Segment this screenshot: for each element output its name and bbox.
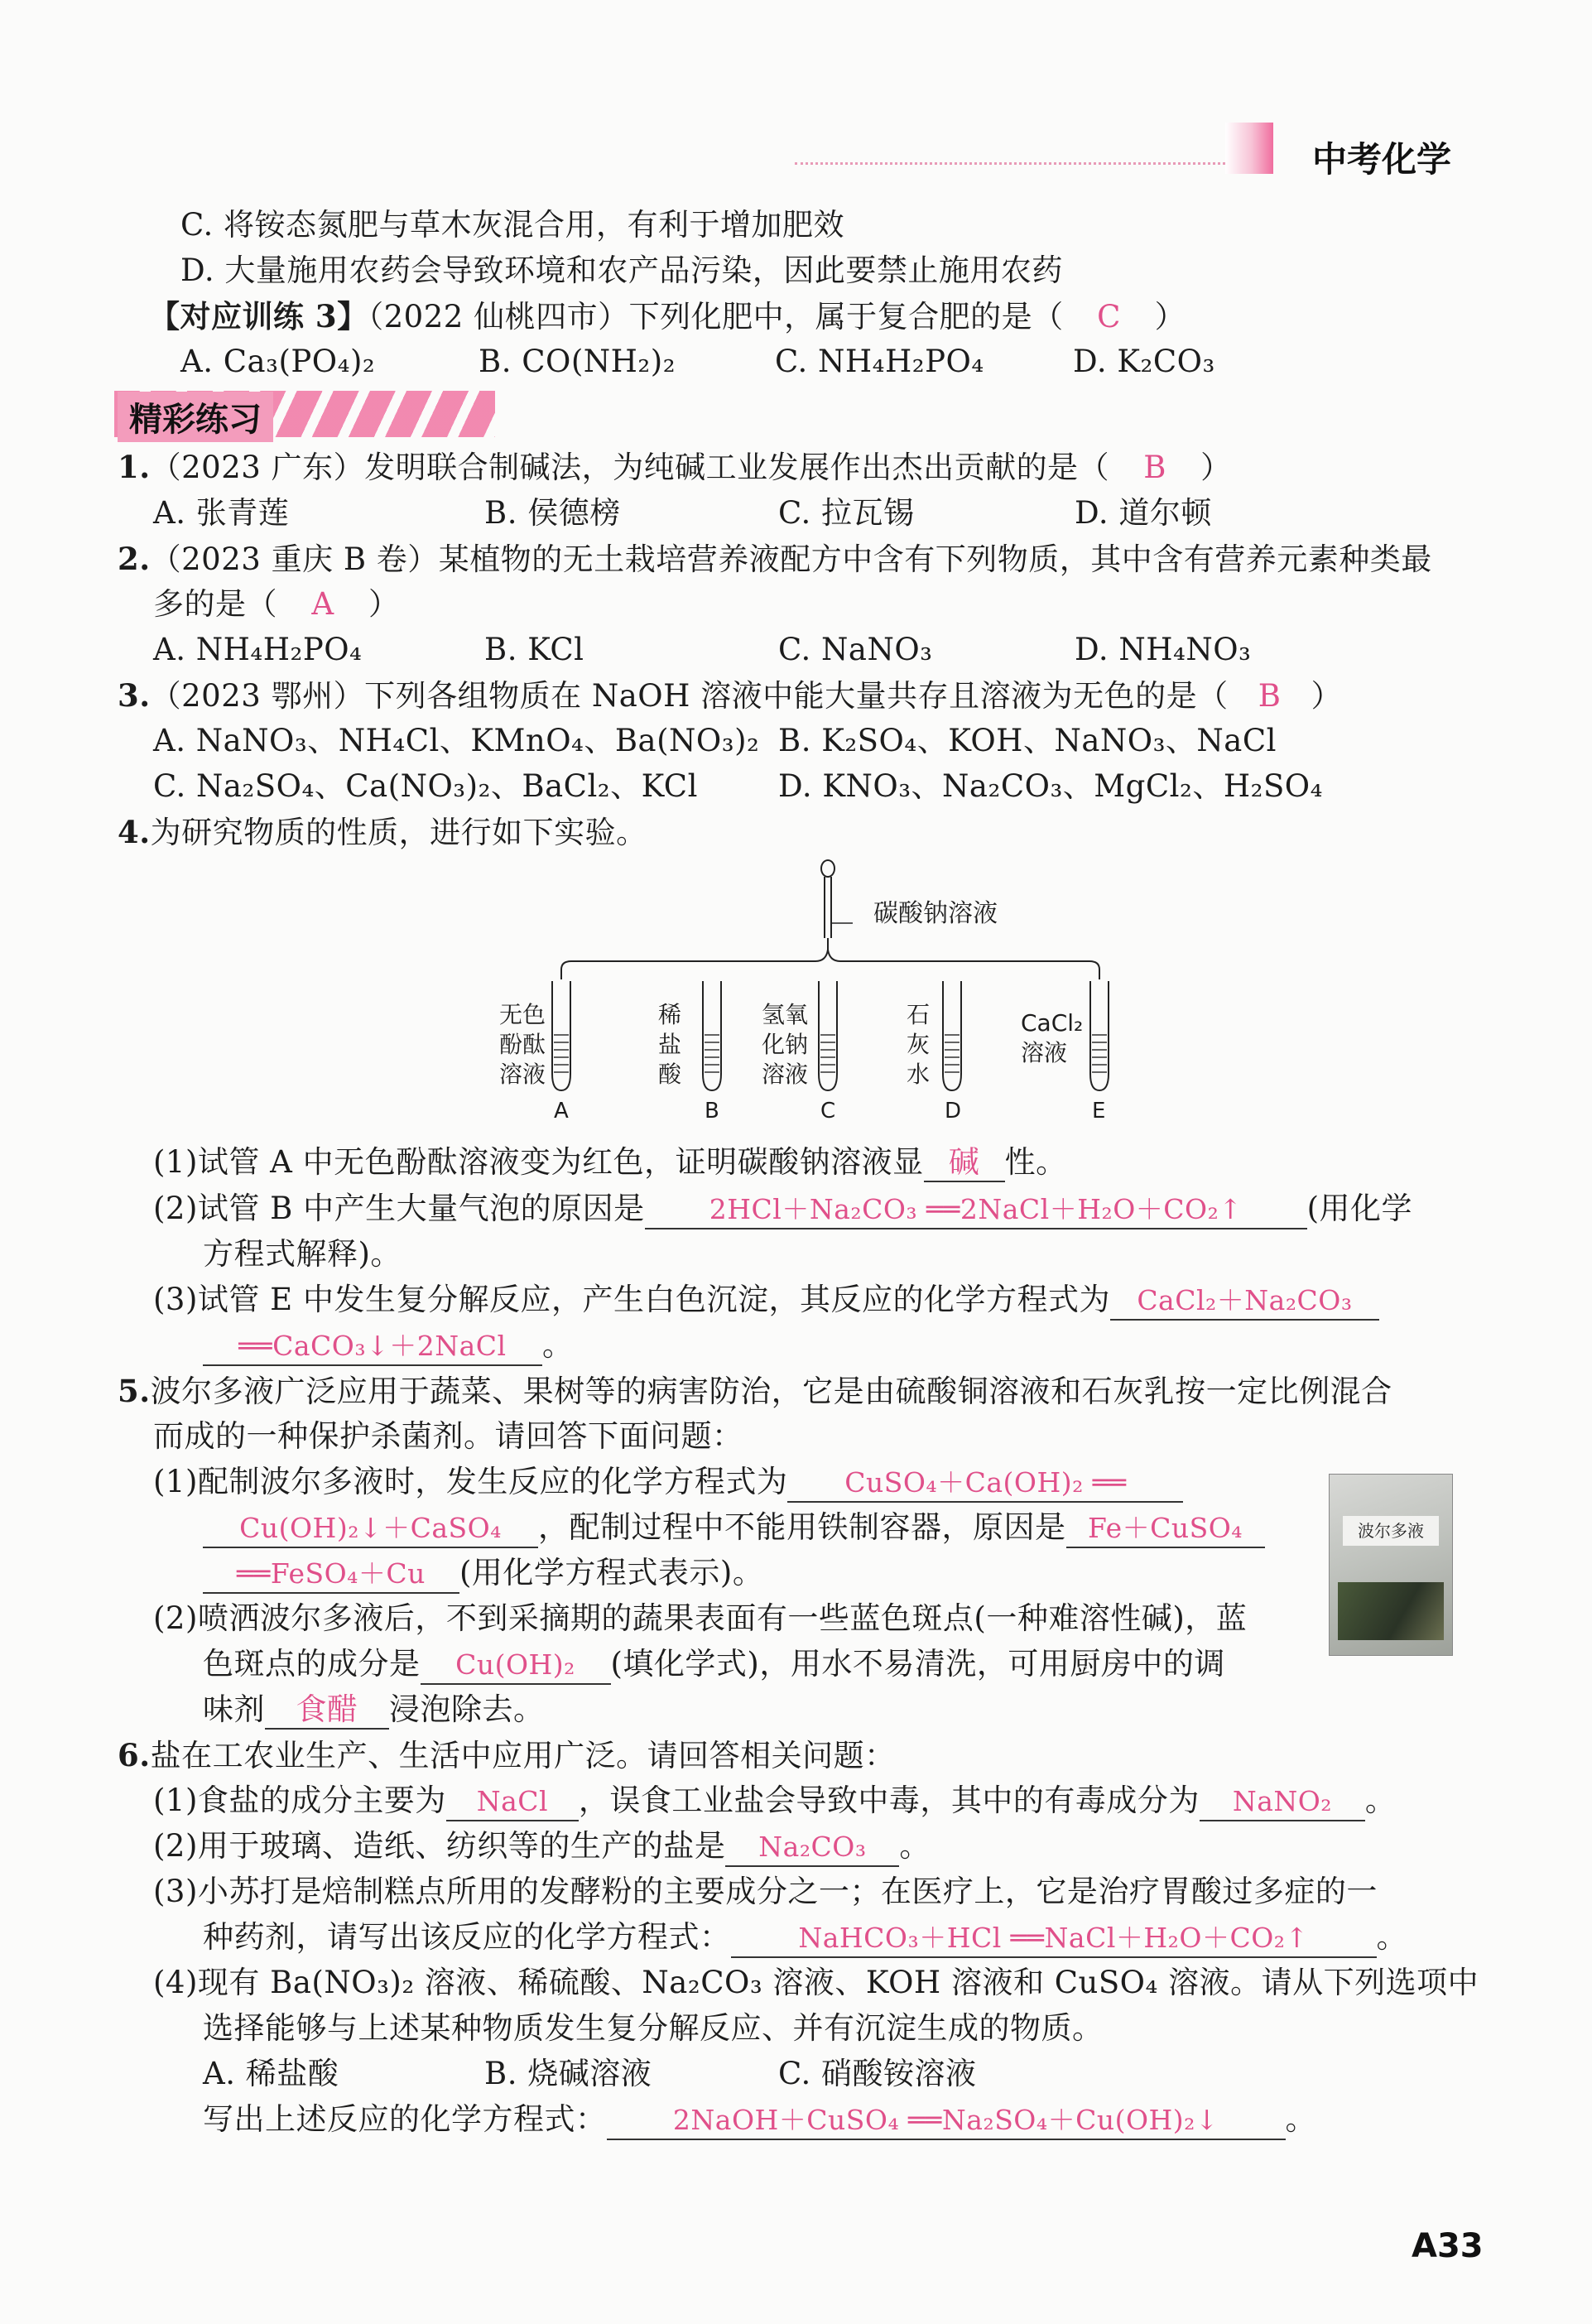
test-tube [819,981,837,1090]
option: C. Na₂SO₄、Ca(NO₃)₂、BaCl₂、KCl [153,768,698,804]
question-3 [118,676,1342,716]
tube-label: CaCl₂ [1021,1009,1084,1037]
section-title: 精彩练习 [118,392,273,442]
option: D. NH₄NO₃ [1075,632,1252,667]
q4-p2-tail: (用化学 [1306,1191,1413,1226]
q6-p3-text: 种药剂，请写出该反应的化学方程式： [203,1919,731,1955]
test-tube [703,981,721,1090]
training3-answer: C [1097,299,1121,334]
training3-close: ） [1154,299,1186,334]
question-2 [118,539,1432,580]
q4-part-3 [153,1280,1379,1321]
question-close: ） [368,586,400,622]
option: A. 稀盐酸 [203,2056,339,2091]
option: C. 拉瓦锡 [778,495,915,531]
option: B. K₂SO₄、KOH、NaNO₃、NaCl [778,723,1277,758]
q5-p2-text: 色斑点的成分是 [203,1646,421,1682]
tube-letter: C [820,1099,836,1124]
option: C. NaNO₃ [778,632,933,667]
question-number: 2. [118,541,151,577]
question-number: 1. [118,449,151,485]
tube-letter: E [1092,1099,1106,1124]
q6-p1-answer2: NaNO₂ [1200,1783,1365,1821]
q6-part-4-cont: 选择能够与上述某种物质发生复分解反应、并有沉淀生成的物质。 [203,2010,1104,2046]
top-option-c: C. 将铵态氮肥与草木灰混合用，有利于增加肥效 [180,207,845,243]
q6-p1-text2: ，误食工业盐会导致中毒，其中的有毒成分为 [578,1783,1200,1818]
q5-part-1-cont2 [203,1553,763,1594]
q4-part-2 [153,1189,1412,1229]
option: A. NaNO₃、NH₄Cl、KMnO₄、Ba(NO₃)₂ [153,723,760,758]
tube-label: 酚酞 [499,1031,546,1058]
question-answer: B [1258,678,1282,714]
tube-label: 化钠 [762,1031,809,1058]
q6-p3-answer: NaHCO₃＋HCl ══NaCl＋H₂O＋CO₂↑ [731,1920,1377,1958]
question-2-cont [153,585,400,624]
training3-option: D. K₂CO₃ [1073,344,1215,379]
q4-p1-tail: 性。 [1004,1144,1067,1180]
q4-part-2-cont: 方程式解释)。 [203,1236,402,1272]
q6-p1-answer: NaCl [446,1783,579,1821]
tube-label: 盐 [658,1031,682,1058]
test-tube-diagram [464,857,1142,1138]
photo-image-area [1338,1582,1444,1640]
header-tab-decoration [1225,123,1273,174]
brace-line [561,950,1099,979]
q5-p2-answer: Cu(OH)₂ [421,1647,611,1685]
q5-part-1-cont [203,1508,1265,1548]
training3-text: （2022 仙桃四市）下列化肥中，属于复合肥的是（ [368,299,1064,334]
q4-p3-text: (3)试管 E 中发生复分解反应，产生白色沉淀，其反应的化学方程式为 [153,1282,1110,1317]
tube-label: 水 [907,1061,931,1088]
q6-part-4: (4)现有 Ba(NO₃)₂ 溶液、稀硫酸、Na₂CO₃ 溶液、KOH 溶液和 CuSO₄ 溶液。请从下列选项中 [153,1965,1479,2000]
training3-option: A. Ca₃(PO₄)₂ [180,344,376,379]
q5-p2-text3: 味剂 [203,1691,265,1727]
q5-p1-answer2-cont: ══FeSO₄＋Cu [203,1556,459,1594]
tube-label: 溶液 [1021,1039,1068,1066]
q5-p2-text2: (填化学式)，用水不易清洗，可用厨房中的调 [610,1646,1225,1682]
q6-p4-answer: 2NaOH＋CuSO₄ ══Na₂SO₄＋Cu(OH)₂↓ [607,2102,1286,2140]
q6-p4-tail: 。 [1285,2101,1316,2137]
question-number: 6. [118,1737,151,1773]
question-text: 盐在工农业生产、生活中应用广泛。请回答相关问题： [150,1738,896,1773]
tube-label: 无色 [499,1001,546,1028]
question-text: 多的是（ [153,586,277,622]
q6-p1-text: (1)食盐的成分主要为 [153,1783,446,1818]
question-text: （2023 鄂州）下列各组物质在 NaOH 溶液中能大量共存且溶液为无色的是（ [150,678,1229,714]
q6-p3-tail: 。 [1376,1919,1407,1955]
q4-p1-text: (1)试管 A 中无色酚酞溶液变为红色，证明碳酸钠溶液显 [153,1144,924,1180]
q4-p3-answer: CaCl₂＋Na₂CO₃ [1110,1282,1379,1321]
tube-label: 溶液 [762,1061,809,1088]
option: D. 道尔顿 [1075,495,1212,531]
q4-p2-text: (2)试管 B 中产生大量气泡的原因是 [153,1191,645,1226]
question-5-cont: 而成的一种保护杀菌剂。请回答下面问题： [153,1418,743,1454]
reagent-label: 碳酸钠溶液 [873,899,998,928]
question-answer: B [1143,450,1166,485]
q4-part-3-cont [203,1326,574,1366]
page-number: A33 [1412,2227,1484,2265]
option: B. KCl [484,632,584,667]
test-tube [552,981,570,1090]
photo-label: 波尔多液 [1343,1516,1439,1546]
question-4 [118,812,647,853]
question-text: 为研究物质的性质，进行如下实验。 [150,815,647,850]
q5-p1-tail: (用化学方程式表示)。 [459,1555,764,1590]
q4-part-1 [153,1143,1067,1182]
tube-label: 灰 [907,1031,931,1058]
question-number: 4. [118,814,151,850]
test-tube [943,981,961,1090]
training3-label: 【对应训练 3】 [149,298,368,334]
top-option-d: D. 大量施用农药会导致环境和农产品污染，因此要禁止施用农药 [180,253,1063,288]
tube-label: 稀 [658,1001,682,1028]
tube-label: 氢氧 [762,1001,809,1028]
option: B. 烧碱溶液 [484,2056,652,2091]
q5-part-1 [153,1462,1183,1503]
question-close: ） [1200,450,1232,485]
header-title: 中考化学 [1312,139,1452,180]
q6-p2-text: (2)用于玻璃、造纸、纺织等的生产的盐是 [153,1828,726,1864]
q5-p1-answer-cont: Cu(OH)₂↓＋CaSO₄ [203,1510,538,1548]
option: D. KNO₃、Na₂CO₃、MgCl₂、H₂SO₄ [778,768,1323,804]
training3-line [149,296,1186,337]
q6-p2-tail: 。 [899,1828,931,1864]
q4-p2-answer: 2HCl＋Na₂CO₃ ══2NaCl＋H₂O＋CO₂↑ [645,1191,1307,1229]
q5-p1-text: (1)配制波尔多液时，发生反应的化学方程式为 [153,1464,788,1499]
q5-p1-text2: ，配制过程中不能用铁制容器，原因是 [538,1509,1066,1545]
q6-part-4-equation [203,2100,1316,2140]
q5-p2-answer2: 食醋 [265,1691,389,1730]
question-text: 波尔多液广泛应用于蔬菜、果树等的病害防治，它是由硫酸铜溶液和石灰乳按一定比例混合 [150,1374,1392,1409]
q5-part-2: (2)喷洒波尔多液后，不到采摘期的蔬果表面有一些蓝色斑点(一种难溶性碱)，蓝 [153,1600,1248,1636]
dropper-icon [821,860,834,950]
question-text: （2023 广东）发明联合制碱法，为纯碱工业发展作出杰出贡献的是（ [150,450,1110,485]
training3-option: B. CO(NH₂)₂ [479,344,676,379]
question-text: （2023 重庆 B 卷）某植物的无土栽培营养液配方中含有下列物质，其中含有营养元素种类最 [150,541,1432,577]
question-number: 3. [118,677,151,714]
tube-letter: B [705,1099,719,1124]
option: C. 硝酸铵溶液 [778,2056,977,2091]
q5-p1-answer: CuSO₄＋Ca(OH)₂ ══ [787,1465,1183,1503]
tube-label: 溶液 [499,1061,546,1088]
q6-p2-answer: Na₂CO₃ [725,1829,899,1867]
q6-part-1 [153,1781,1396,1821]
question-5 [118,1371,1392,1412]
q5-p2-tail: 浸泡除去。 [389,1691,545,1727]
q5-part-2-cont [203,1644,1225,1685]
q4-p3-end: 。 [542,1327,574,1363]
option: A. 张青莲 [153,495,290,531]
q5-p1-answer2: Fe＋CuSO₄ [1066,1510,1265,1548]
question-number: 5. [118,1373,151,1409]
tube-label: 石 [907,1001,931,1028]
question-close: ） [1311,678,1343,714]
option: A. NH₄H₂PO₄ [153,632,363,667]
option: B. 侯德榜 [484,495,621,531]
q6-p1-tail: 。 [1364,1783,1397,1818]
question-1 [118,447,1232,488]
question-answer: A [311,586,334,622]
q6-p4-text: 写出上述反应的化学方程式： [203,2101,607,2137]
header-divider [795,162,1225,165]
training3-option: C. NH₄H₂PO₄ [775,344,984,379]
q4-p1-answer: 碱 [924,1144,1005,1182]
question-6 [118,1735,896,1776]
tube-label: 酸 [658,1061,682,1088]
tube-letter: D [945,1099,962,1124]
q5-part-2-cont2 [203,1690,545,1730]
q6-part-2 [153,1826,931,1867]
q6-part-3: (3)小苏打是焙制糕点所用的发酵粉的主要成分之一；在医疗上，它是治疗胃酸过多症的一 [153,1874,1378,1909]
test-tube [1090,981,1109,1090]
q6-part-3-cont [203,1917,1407,1958]
tube-letter: A [554,1099,569,1124]
bordeaux-mixture-photo [1329,1474,1453,1656]
q4-p3-answer-cont: ══CaCO₃↓＋2NaCl [203,1328,542,1366]
